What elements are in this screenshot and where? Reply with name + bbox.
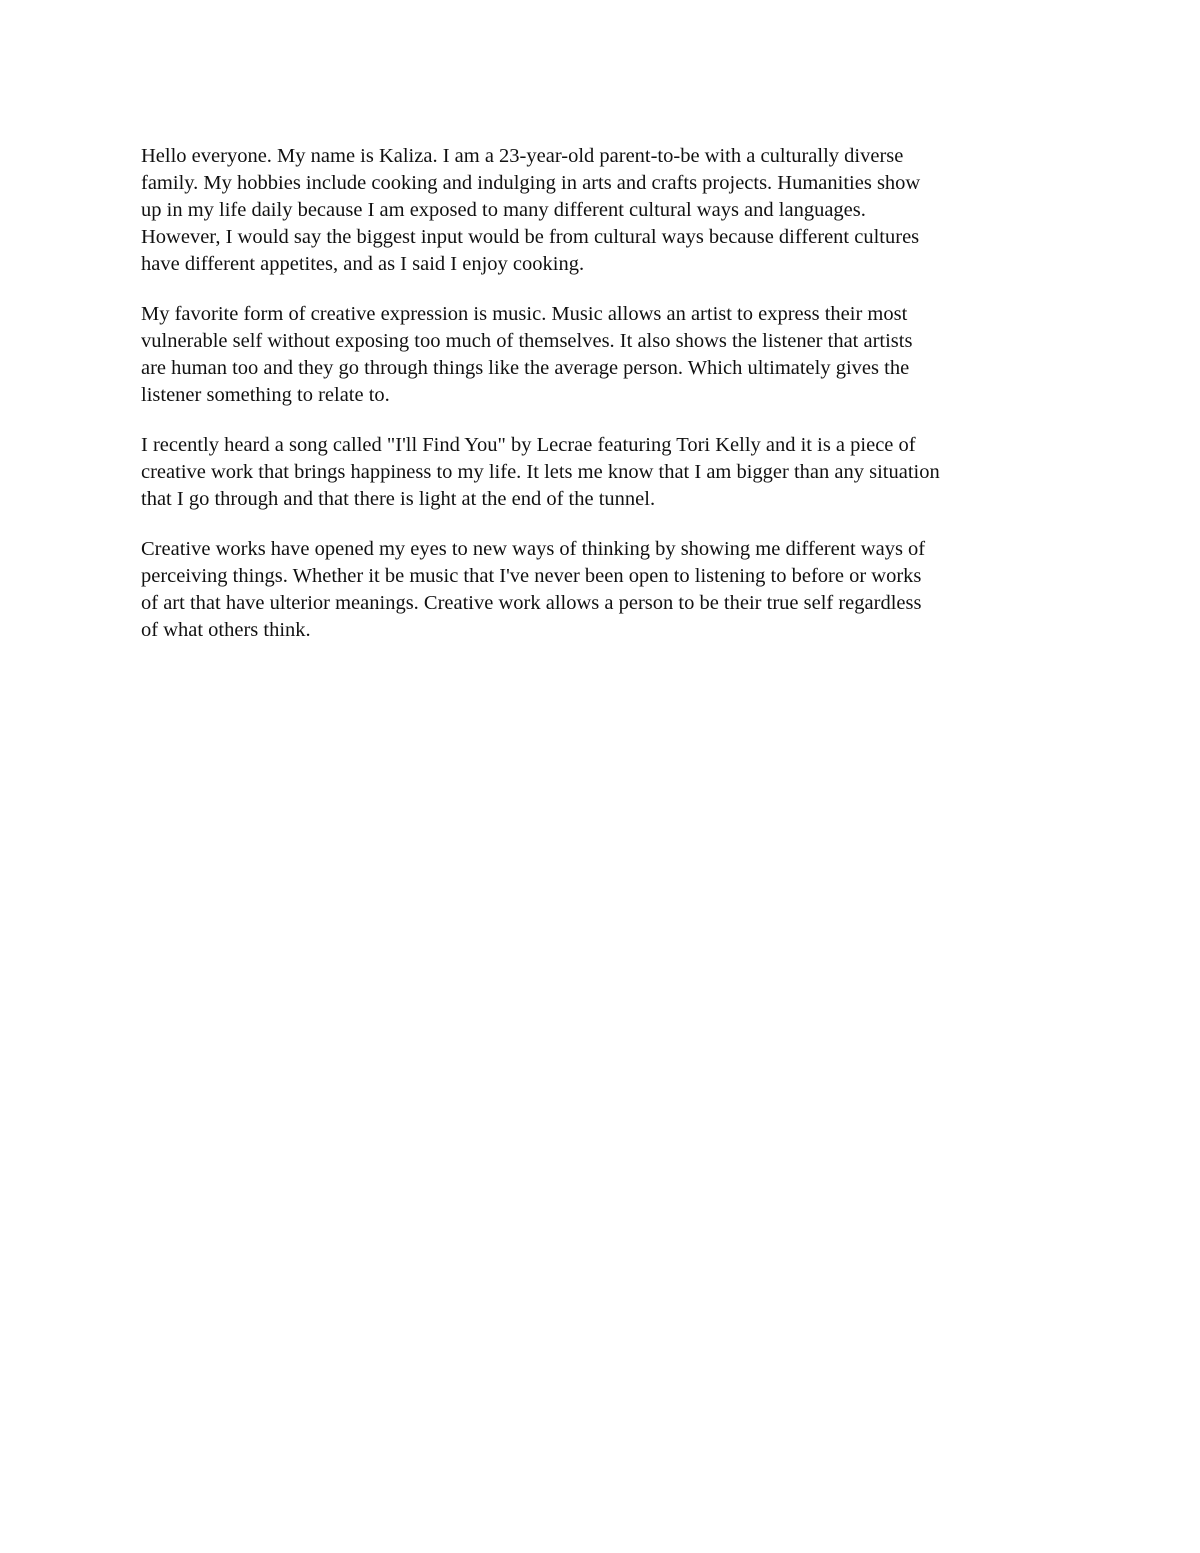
- text-line: Hello everyone. My name is Kaliza. I am a 23-year-old parent-to-be with a culturally diverse: [141, 145, 904, 167]
- text-line: My favorite form of creative expression is music. Music allows an artist to express their most: [141, 303, 908, 325]
- text-line: have different appetites, and as I said I enjoy cooking.: [141, 253, 585, 275]
- paragraph-new-ways-of-thinking: [141, 536, 1066, 644]
- text-line: that I go through and that there is light at the end of the tunnel.: [141, 488, 656, 510]
- text-line: perceiving things. Whether it be music that I've never been open to listening to before or works: [141, 565, 922, 587]
- text-line: family. My hobbies include cooking and indulging in arts and crafts projects. Humanities show: [141, 172, 921, 194]
- text-line: creative work that brings happiness to my life. It lets me know that I am bigger than any situation: [141, 461, 940, 483]
- text-line: vulnerable self without exposing too much of themselves. It also shows the listener that artists: [141, 330, 913, 352]
- text-line: up in my life daily because I am exposed to many different cultural ways and languages.: [141, 199, 866, 221]
- text-line: listener something to relate to.: [141, 384, 390, 406]
- paragraph-introduction: [141, 143, 1066, 278]
- text-line: are human too and they go through things like the average person. Which ultimately gives the: [141, 357, 910, 379]
- document-body: [141, 143, 1066, 667]
- text-line: Creative works have opened my eyes to new ways of thinking by showing me different ways of: [141, 538, 926, 560]
- paragraph-song: [141, 432, 1066, 513]
- paragraph-creative-expression: [141, 301, 1066, 409]
- text-line: of what others think.: [141, 619, 311, 641]
- text-line: I recently heard a song called "I'll Find You" by Lecrae featuring Tori Kelly and it is a piece of: [141, 434, 916, 456]
- text-line: of art that have ulterior meanings. Creative work allows a person to be their true self regardless: [141, 592, 922, 614]
- text-line: However, I would say the biggest input would be from cultural ways because different cultures: [141, 226, 920, 248]
